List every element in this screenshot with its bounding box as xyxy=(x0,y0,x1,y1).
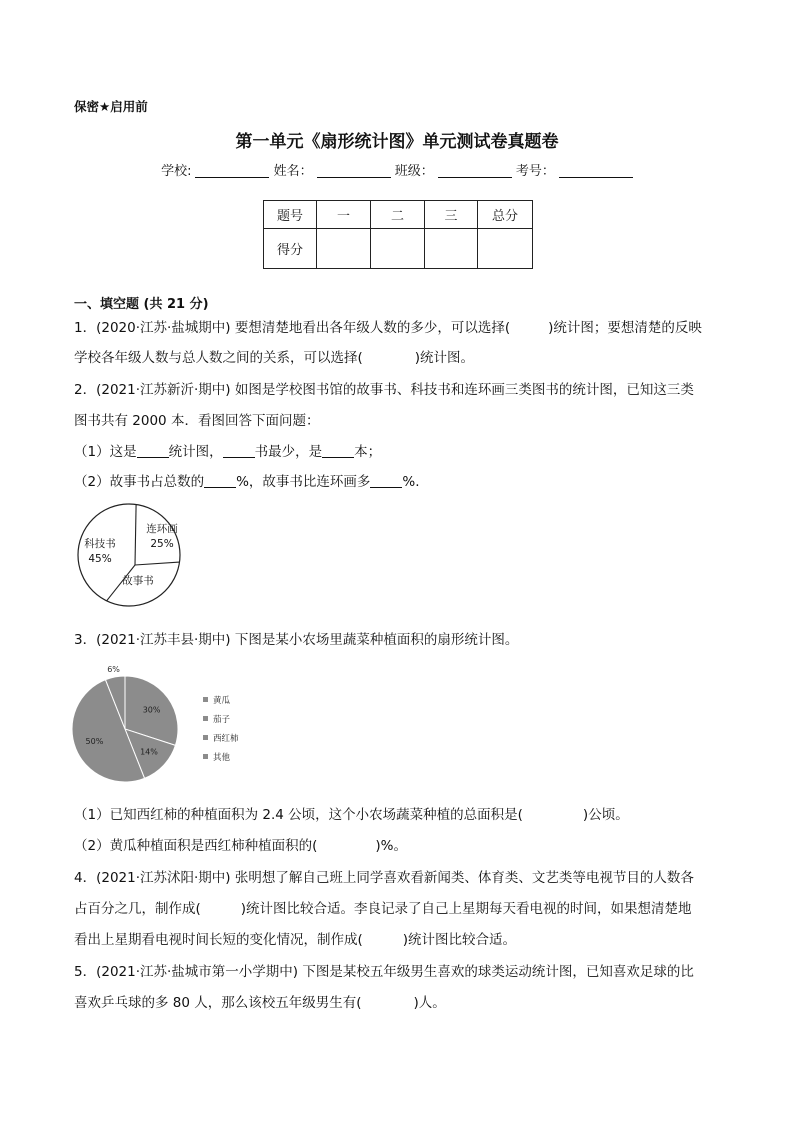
name-field[interactable] xyxy=(317,163,391,178)
book-pie-chart xyxy=(70,500,190,610)
score-header-cell: 题号 xyxy=(264,201,317,229)
score-header-cell: 二 xyxy=(371,201,425,229)
score-cell[interactable] xyxy=(371,229,425,269)
question-3-sub-1 xyxy=(74,805,629,825)
legend-swatch xyxy=(203,716,208,721)
question-2-sub-1 xyxy=(74,442,381,462)
pie-percent-label: 6% xyxy=(107,665,120,675)
q1-text: )统计图。 xyxy=(414,350,475,366)
name-label: 姓名： xyxy=(273,164,313,179)
score-cell[interactable] xyxy=(478,229,533,269)
class-label: 班级： xyxy=(394,164,434,179)
question-4-line-3 xyxy=(74,930,516,950)
answer-blank[interactable] xyxy=(204,473,236,488)
legend-label: 茄子 xyxy=(213,715,231,725)
q4-text: )统计图比较合适。李良记录了自己上星期每天看电视的时间，如果想清楚地 xyxy=(240,901,692,917)
legend-swatch xyxy=(203,697,208,702)
student-info-line xyxy=(0,160,794,179)
q1-text: )统计图；要想清楚的反映 xyxy=(548,320,702,336)
q5-text: 喜欢乒乓球的多 80 人，那么该校五年级男生有( xyxy=(74,995,362,1011)
q2-text: （2）故事书占总数的 xyxy=(74,474,205,490)
pie-percent-label: 30% xyxy=(142,705,161,715)
q4-text: 占百分之几，制作成( xyxy=(74,901,201,917)
pie-category-label: 连环画 xyxy=(146,523,178,535)
q3-text: )公顷。 xyxy=(582,807,629,823)
question-5-line-1: 5．(2021·江苏·盐城市第一小学期中) 下图是某校五年级男生喜欢的球类运动统计图，已知喜欢足球的比 xyxy=(74,964,694,980)
q3-text: （1）已知西红柿的种植面积为 2.4 公顷，这个小农场蔬菜种植的总面积是( xyxy=(74,807,523,823)
score-table-score-row xyxy=(264,229,533,269)
question-3-line-1: 3．(2021·江苏丰县·期中) 下图是某小农场里蔬菜种植面积的扇形统计图。 xyxy=(74,632,519,648)
confidential-label: 保密★启用前 xyxy=(74,99,148,114)
section-title: 一、填空题 (共 21 分) xyxy=(74,297,209,312)
question-1-line-1 xyxy=(74,318,702,338)
q4-text: )统计图比较合适。 xyxy=(402,932,517,948)
question-3-sub-2 xyxy=(74,836,407,856)
q3-text: （2）黄瓜种植面积是西红柿种植面积的( xyxy=(74,838,318,854)
answer-blank[interactable] xyxy=(137,443,169,458)
pie-percent-label: 14% xyxy=(140,747,158,757)
question-4-line-2 xyxy=(74,899,692,919)
score-row-label: 得分 xyxy=(264,229,317,269)
exam-number-label: 考号： xyxy=(515,164,555,179)
school-field[interactable] xyxy=(195,163,269,178)
question-2-line-2: 图书共有 2000 本．看图回答下面问题： xyxy=(74,413,320,429)
q2-text: %，故事书比连环画多 xyxy=(236,474,371,490)
pie-percent-label: 45% xyxy=(88,553,112,565)
answer-blank[interactable] xyxy=(370,473,402,488)
pie-category-label: 科技书 xyxy=(84,538,116,550)
q5-text: )人。 xyxy=(413,995,446,1011)
exam-number-field[interactable] xyxy=(559,163,633,178)
answer-blank[interactable] xyxy=(223,443,255,458)
score-table-header-row xyxy=(264,201,533,229)
score-header-cell: 三 xyxy=(425,201,478,229)
q2-text: 书最少，是 xyxy=(254,444,323,460)
answer-blank[interactable] xyxy=(322,443,354,458)
vegetable-pie-chart xyxy=(70,662,280,787)
pie-percent-label: 50% xyxy=(85,737,104,747)
q2-text: 统计图， xyxy=(168,444,223,460)
q1-text: 1．(2020·江苏·盐城期中) 要想清楚地看出各年级人数的多少，可以选择( xyxy=(74,320,511,336)
pie-percent-label: 25% xyxy=(150,538,174,550)
legend-label: 其他 xyxy=(213,753,231,763)
legend-swatch xyxy=(203,754,208,759)
score-header-cell: 总分 xyxy=(478,201,533,229)
legend-label: 西红柿 xyxy=(213,734,239,744)
q1-text: 学校各年级人数与总人数之间的关系，可以选择( xyxy=(74,350,363,366)
question-4-line-1: 4．(2021·江苏沭阳·期中) 张明想了解自己班上同学喜欢看新闻类、体育类、文艺类等电视节目的人数各 xyxy=(74,870,694,886)
question-2-sub-2 xyxy=(74,472,420,492)
legend-swatch xyxy=(203,735,208,740)
q2-text: 本； xyxy=(354,444,382,460)
pie-category-label: 故事书 xyxy=(122,575,154,587)
q4-text: 看出上星期看电视时间长短的变化情况，制作成( xyxy=(74,932,363,948)
score-cell[interactable] xyxy=(317,229,371,269)
question-5-line-2 xyxy=(74,993,446,1013)
legend-label: 黄瓜 xyxy=(213,696,231,706)
q3-text: )%。 xyxy=(375,838,407,854)
score-header-cell: 一 xyxy=(317,201,371,229)
question-1-line-2 xyxy=(74,348,474,368)
q2-text: %. xyxy=(402,474,420,490)
q2-text: （1）这是 xyxy=(74,444,137,460)
class-field[interactable] xyxy=(438,163,512,178)
page-title: 第一单元《扇形统计图》单元测试卷真题卷 xyxy=(235,132,559,152)
school-label: 学校: xyxy=(161,164,192,179)
question-2-line-1: 2．(2021·江苏新沂·期中) 如图是学校图书馆的故事书、科技书和连环画三类图书的统计图，已知这三类 xyxy=(74,382,694,398)
score-cell[interactable] xyxy=(425,229,478,269)
score-table xyxy=(263,200,533,269)
